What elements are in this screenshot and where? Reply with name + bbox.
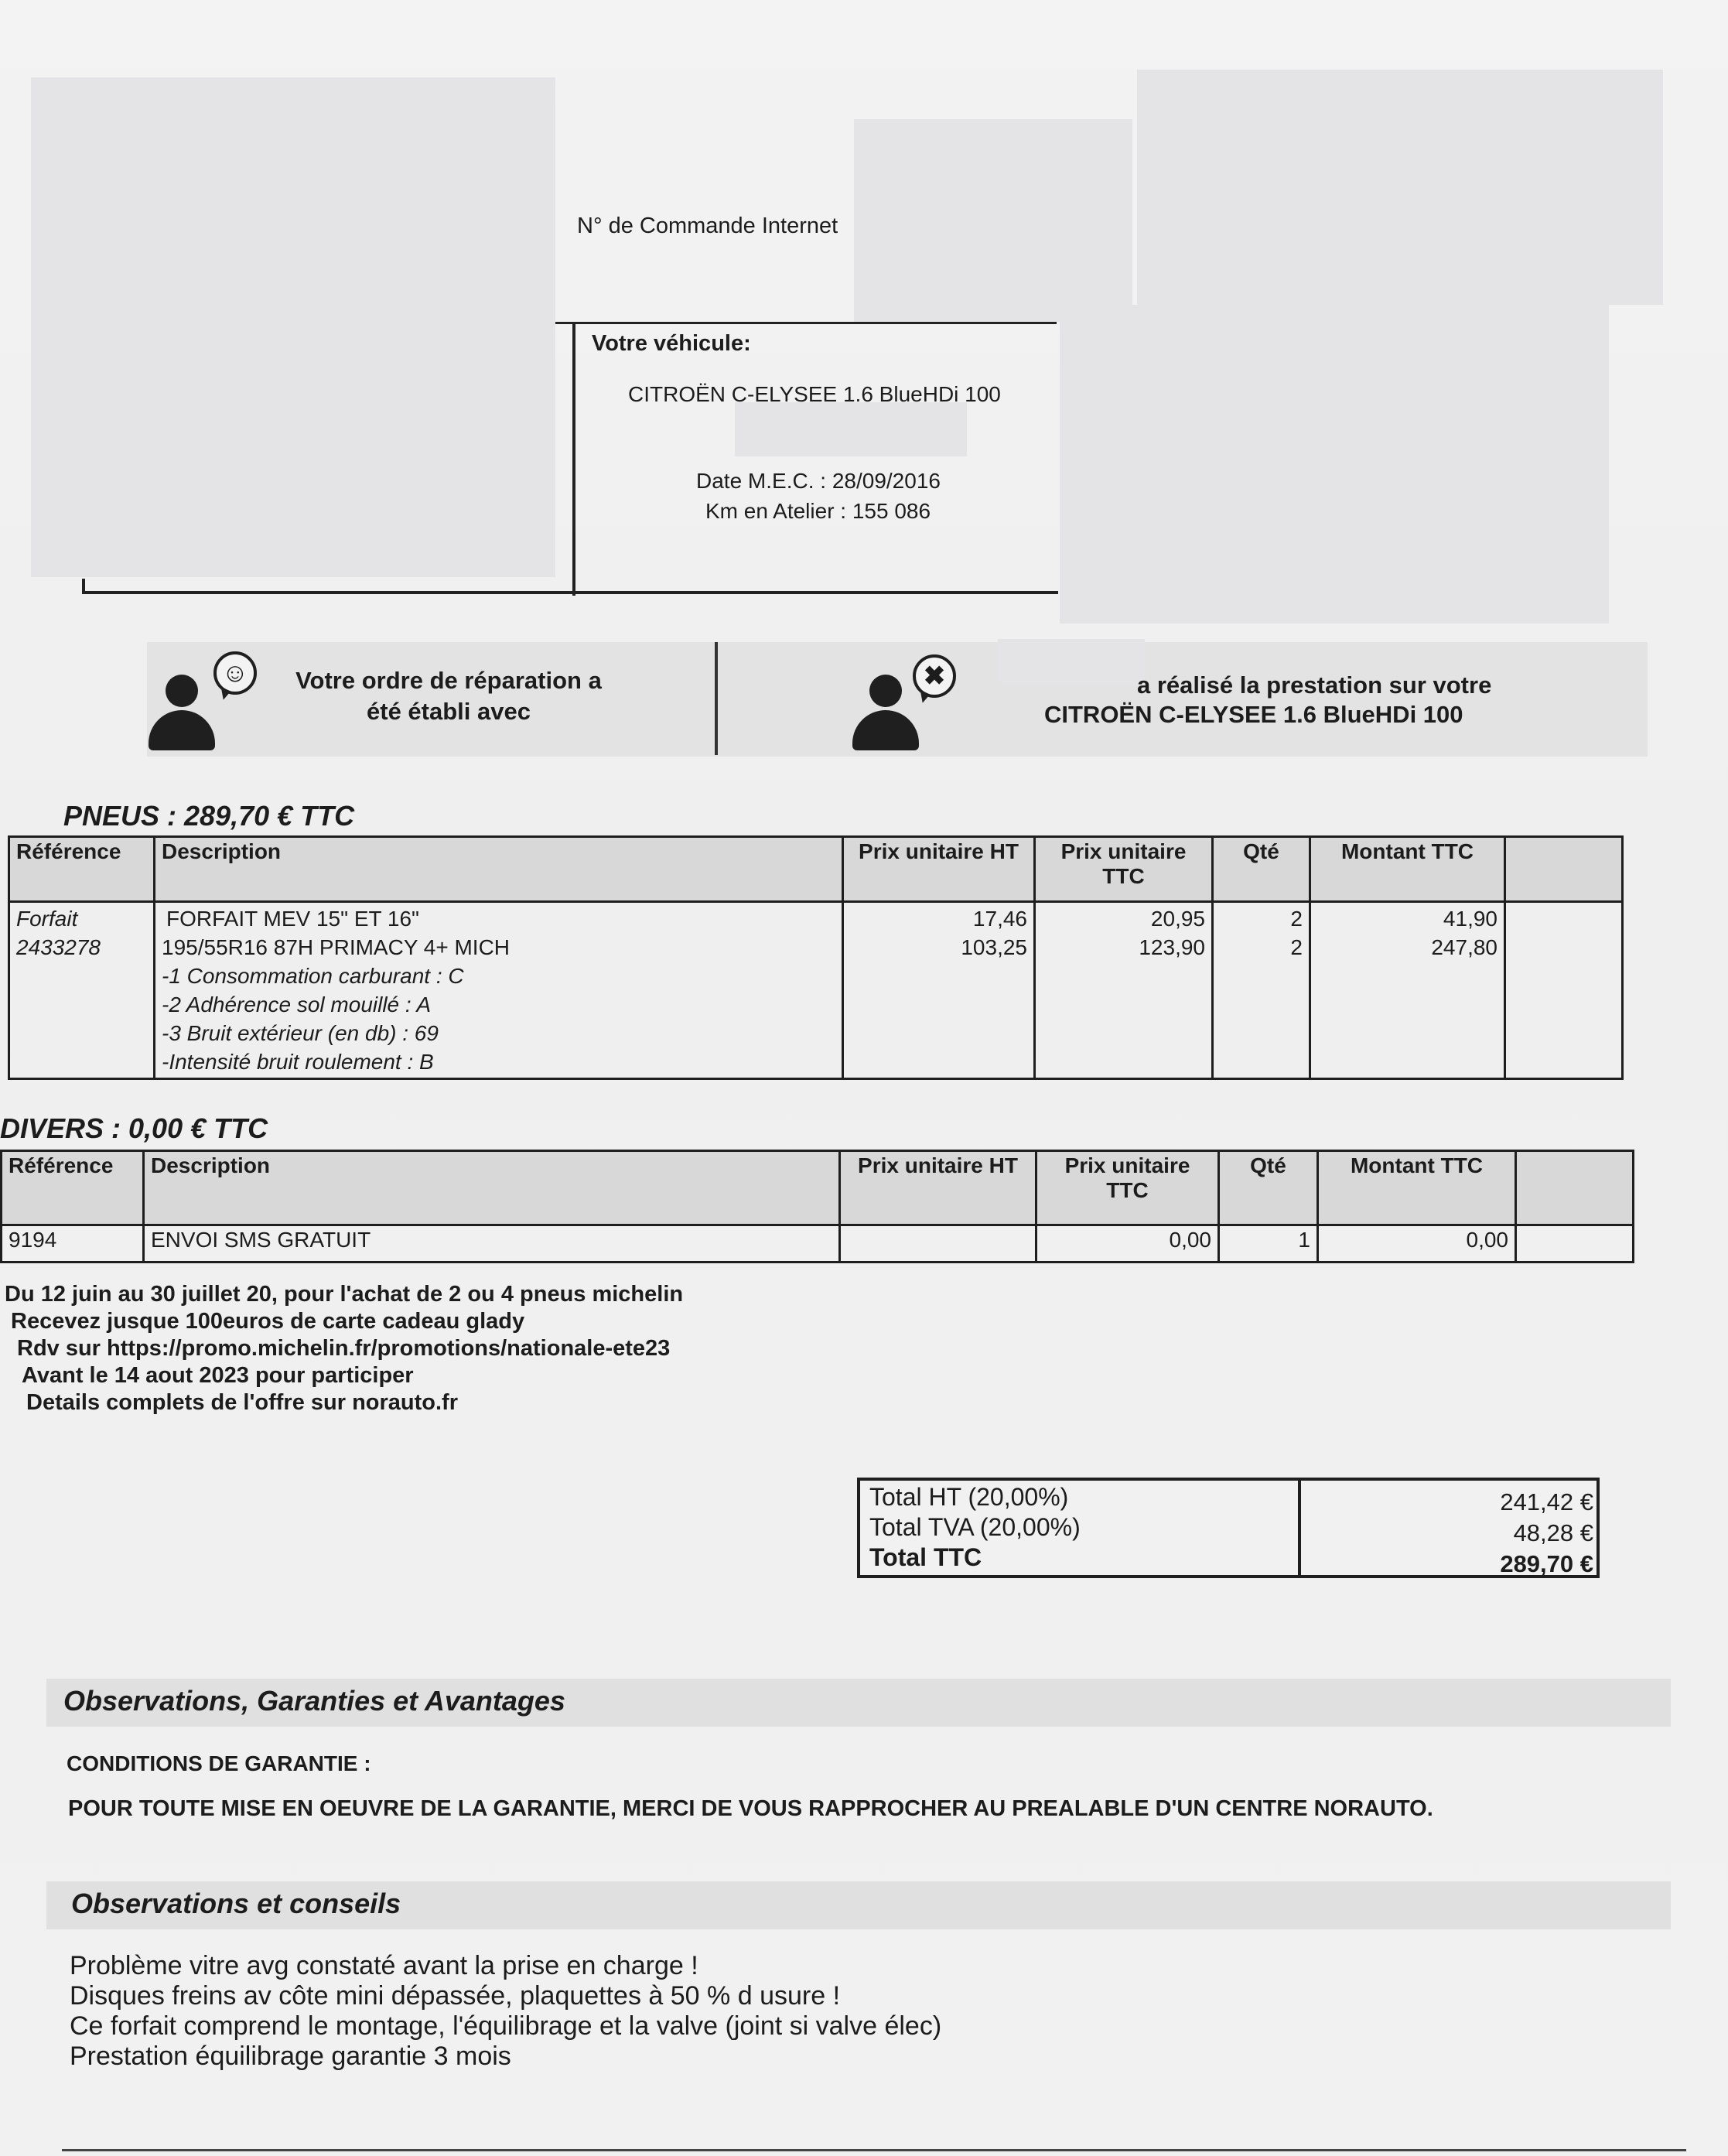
total-ttc-label: Total TTC	[869, 1543, 982, 1571]
total-tva-value: 48,28 €	[1513, 1519, 1593, 1546]
conseil-line: Ce forfait comprend le montage, l'équilibrage et la valve (joint si valve élec)	[70, 2011, 942, 2041]
divers-unit-ttc-cell: 0,00	[1036, 1225, 1219, 1263]
header-rule-stub	[82, 579, 85, 594]
banner-right-text-1: a réalisé la prestation sur votre	[1137, 671, 1492, 699]
divers-header-unit-price-ht: Prix unitaire HT	[840, 1151, 1036, 1225]
conseils-title: Observations et conseils	[71, 1888, 401, 1919]
divers-header-empty	[1516, 1151, 1634, 1225]
footer-rule	[62, 2149, 1686, 2151]
promo-line: Recevez jusque 100euros de carte cadeau glady	[11, 1309, 525, 1334]
vehicle-model: CITROËN C-ELYSEE 1.6 BlueHDi 100	[628, 382, 1001, 406]
pneus-desc-cell: FORFAIT MEV 15" ET 16" 195/55R16 87H PRIMACY 4+ MICH -1 Consommation carburant : C -2 Adhérence sol mouillé : A -3 Bruit extérieur (en db) : 69 -Intensité bruit roulement : B	[155, 902, 843, 1079]
promo-line: Details complets de l'offre sur norauto.fr	[26, 1390, 458, 1415]
promo-line: Rdv sur https://promo.michelin.fr/promotions/nationale-ete23	[17, 1336, 671, 1361]
total-ht-label: Total HT (20,00%)	[869, 1483, 1069, 1511]
pneus-unit-ttc-cell: 20,95 123,90	[1035, 902, 1213, 1079]
divers-table	[0, 1150, 1634, 1263]
divers-section-title: DIVERS : 0,00 € TTC	[0, 1112, 268, 1144]
divers-header-reference: Référence	[2, 1151, 144, 1225]
divers-header-description: Description	[144, 1151, 840, 1225]
promo-line: Avant le 14 aout 2023 pour participer	[22, 1363, 414, 1388]
smiley-icon: ☺	[213, 651, 257, 695]
header-empty	[1505, 837, 1623, 902]
warranty-conditions-title: CONDITIONS DE GARANTIE :	[67, 1751, 371, 1775]
divers-amount-cell: 0,00	[1318, 1225, 1516, 1263]
pneus-section-title: PNEUS : 289,70 € TTC	[63, 800, 355, 832]
header-unit-price-ht: Prix unitaire HT	[843, 837, 1035, 902]
banner-right-text-2: CITROËN C-ELYSEE 1.6 BlueHDi 100	[1044, 701, 1463, 728]
technician-person-icon	[851, 675, 920, 760]
totals-labels	[869, 1482, 1081, 1573]
banner-divider	[715, 642, 718, 755]
header-reference: Référence	[9, 837, 155, 902]
divers-unit-ht-cell	[840, 1225, 1036, 1263]
header-description: Description	[155, 837, 843, 902]
pneus-empty-cell	[1505, 902, 1623, 1079]
divers-header-amount-ttc: Montant TTC	[1318, 1151, 1516, 1225]
header-bottom-rule	[82, 591, 1058, 594]
pneus-ref-cell: Forfait 2433278	[9, 902, 155, 1079]
tools-icon: ✖	[913, 654, 956, 698]
redacted-company-block	[31, 77, 555, 577]
header-unit-price-ttc: Prix unitaire TTC	[1035, 837, 1213, 902]
total-ht-value: 241,42 €	[1500, 1488, 1593, 1515]
total-ttc-value: 289,70 €	[1500, 1550, 1593, 1577]
vehicle-title: Votre véhicule:	[592, 331, 751, 356]
conseil-line: Problème vitre avg constaté avant la prise en charge !	[70, 1951, 698, 1980]
pneus-qty-cell: 2 2	[1213, 902, 1310, 1079]
totals-divider	[1298, 1478, 1301, 1578]
total-tva-label: Total TVA (20,00%)	[869, 1513, 1081, 1541]
redacted-technician-name	[998, 639, 1145, 685]
promo-block	[5, 1281, 683, 1416]
vehicle-mileage: Km en Atelier : 155 086	[705, 499, 931, 523]
header-amount-ttc: Montant TTC	[1310, 837, 1505, 902]
redacted-customer-address	[1060, 305, 1609, 624]
redacted-customer-block	[1137, 70, 1663, 305]
warranty-conditions-text: POUR TOUTE MISE EN OEUVRE DE LA GARANTIE, MERCI DE VOUS RAPPROCHER AU PREALABLE D'UN CENTRE NORAUTO.	[68, 1796, 1433, 1821]
banner-left-text: Votre ordre de réparation a été établi avec	[295, 667, 602, 725]
pneus-table	[8, 835, 1624, 1080]
conseil-line: Prestation équilibrage garantie 3 mois	[70, 2042, 511, 2071]
advisor-person-icon	[147, 675, 217, 760]
pneus-unit-ht-cell: 17,46 103,25	[843, 902, 1035, 1079]
conseil-line: Disques freins av côte mini dépassée, plaquettes à 50 % d usure !	[70, 1981, 841, 2011]
redacted-order-number	[854, 119, 1132, 322]
header-quantity: Qté	[1213, 837, 1310, 902]
divers-header-unit-price-ttc: Prix unitaire TTC	[1036, 1151, 1219, 1225]
totals-values	[1315, 1487, 1593, 1580]
divers-qty-cell: 1	[1219, 1225, 1318, 1263]
order-number-label: N° de Commande Internet	[577, 214, 838, 238]
promo-line: Du 12 juin au 30 juillet 20, pour l'achat de 2 ou 4 pneus michelin	[5, 1282, 684, 1307]
conseils-list	[70, 1951, 941, 2072]
vehicle-box	[572, 323, 1060, 596]
pneus-amount-cell: 41,90 247,80	[1310, 902, 1505, 1079]
vehicle-registration-date: Date M.E.C. : 28/09/2016	[696, 469, 941, 493]
divers-desc-cell: ENVOI SMS GRATUIT	[144, 1225, 840, 1263]
divers-header-quantity: Qté	[1219, 1151, 1318, 1225]
divers-ref-cell: 9194	[2, 1225, 144, 1263]
divers-empty-cell	[1516, 1225, 1634, 1263]
observations-title: Observations, Garanties et Avantages	[63, 1685, 565, 1717]
